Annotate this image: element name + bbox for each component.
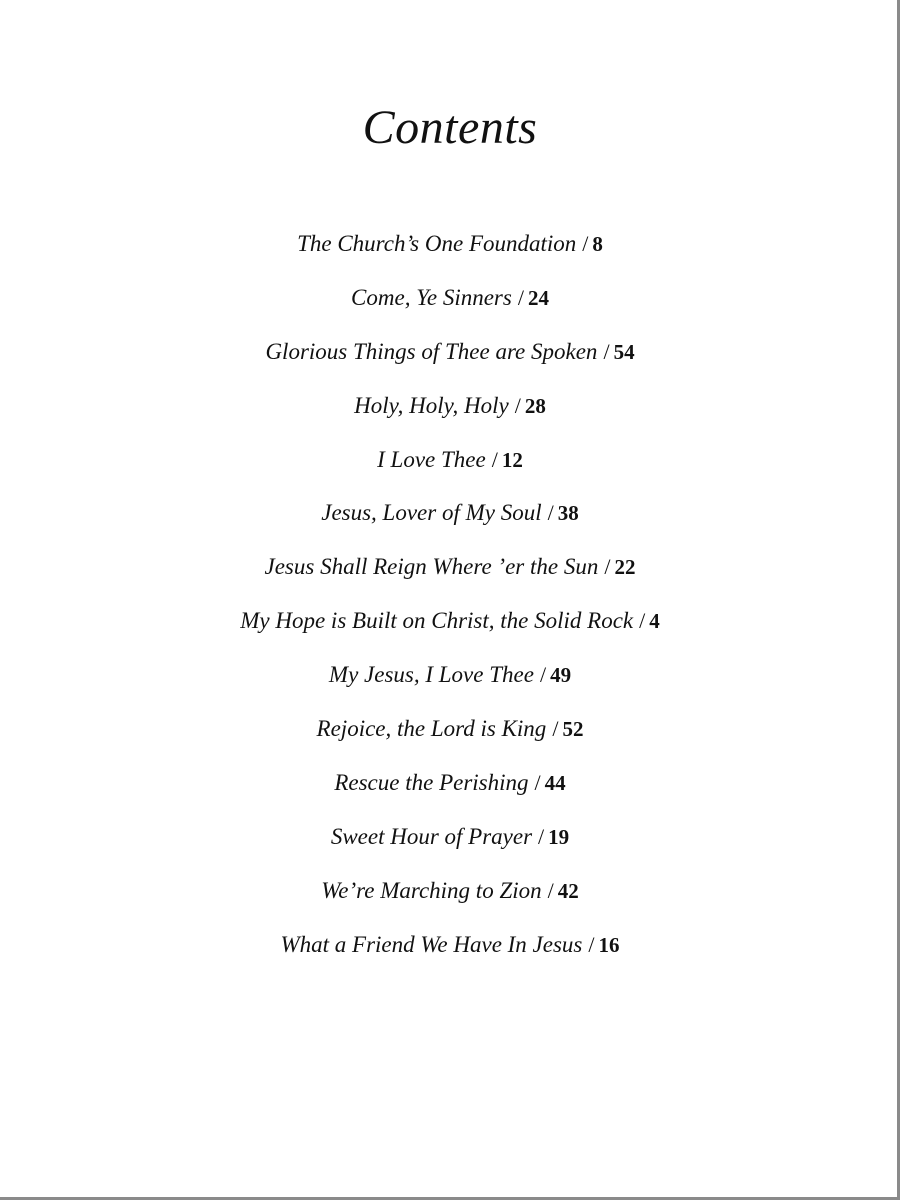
toc-entry-page-number: 49	[550, 663, 572, 688]
toc-entry-title: Rejoice, the Lord is King	[316, 716, 547, 742]
page-title: Contents	[362, 101, 538, 154]
toc-entry-title: We’re Marching to Zion	[321, 877, 542, 903]
toc-entry-separator: /	[582, 231, 589, 256]
toc-entry-page-number: 12	[501, 447, 523, 472]
toc-entry-page-number: 38	[557, 501, 579, 526]
toc-entry-separator: /	[547, 500, 554, 526]
table-of-contents	[0, 224, 900, 978]
toc-entry-title: I Love Thee	[377, 446, 486, 472]
toc-entry	[0, 655, 900, 709]
toc-entry-separator: /	[639, 608, 646, 634]
toc-entry-separator: /	[517, 284, 524, 310]
toc-entry-page-number: 24	[527, 285, 549, 310]
toc-entry-page-number: 42	[557, 878, 579, 903]
toc-entry-title: My Jesus, I Love Thee	[328, 662, 534, 688]
toc-entry	[0, 278, 900, 332]
toc-entry-title: The Church’s One Foundation	[297, 231, 577, 256]
toc-entry-separator: /	[538, 823, 545, 849]
toc-entry-title: Come, Ye Sinners	[351, 284, 512, 310]
toc-entry-page-number: 54	[613, 339, 635, 364]
toc-entry-title: What a Friend We Have In Jesus	[280, 931, 583, 957]
toc-entry	[0, 386, 900, 440]
toc-entry-separator: /	[539, 662, 547, 688]
toc-entry	[0, 763, 900, 817]
toc-entry	[0, 440, 900, 494]
toc-entry	[0, 817, 900, 871]
toc-entry	[0, 493, 900, 547]
toc-entry-title: Jesus Shall Reign Where ’er the Sun	[264, 554, 599, 580]
toc-entry-separator: /	[603, 338, 610, 364]
toc-entry-separator: /	[534, 769, 541, 795]
toc-entry-title: Holy, Holy, Holy	[354, 392, 509, 418]
toc-entry-separator: /	[514, 392, 521, 418]
toc-entry-page-number: 44	[544, 770, 566, 795]
toc-entry-separator: /	[588, 931, 595, 957]
toc-entry-separator: /	[491, 446, 498, 472]
toc-entry-separator: /	[604, 554, 611, 580]
toc-entry-title: Glorious Things of Thee are Spoken	[265, 338, 598, 364]
toc-entry	[0, 224, 900, 278]
toc-entry-page-number: 19	[548, 824, 570, 849]
toc-entry-page-number: 4	[649, 609, 660, 634]
toc-entry-separator: /	[547, 877, 554, 903]
toc-entry-page-number: 52	[562, 717, 584, 742]
toc-entry	[0, 601, 900, 655]
toc-entry-title: Sweet Hour of Prayer	[330, 823, 533, 849]
toc-entry	[0, 925, 900, 979]
toc-entry	[0, 547, 900, 601]
toc-entry-page-number: 22	[614, 555, 636, 580]
toc-entry-title: Rescue the Perishing	[334, 769, 529, 795]
toc-entry-page-number: 28	[524, 393, 546, 418]
toc-entry	[0, 709, 900, 763]
toc-entry	[0, 871, 900, 925]
toc-entry-separator: /	[552, 716, 559, 742]
toc-entry-title: Jesus, Lover of My Soul	[321, 500, 542, 526]
toc-entry	[0, 332, 900, 386]
toc-entry-page-number: 16	[598, 932, 620, 957]
toc-entry-title: My Hope is Built on Christ, the Solid Rock	[240, 608, 634, 634]
toc-entry-page-number: 8	[592, 232, 603, 256]
